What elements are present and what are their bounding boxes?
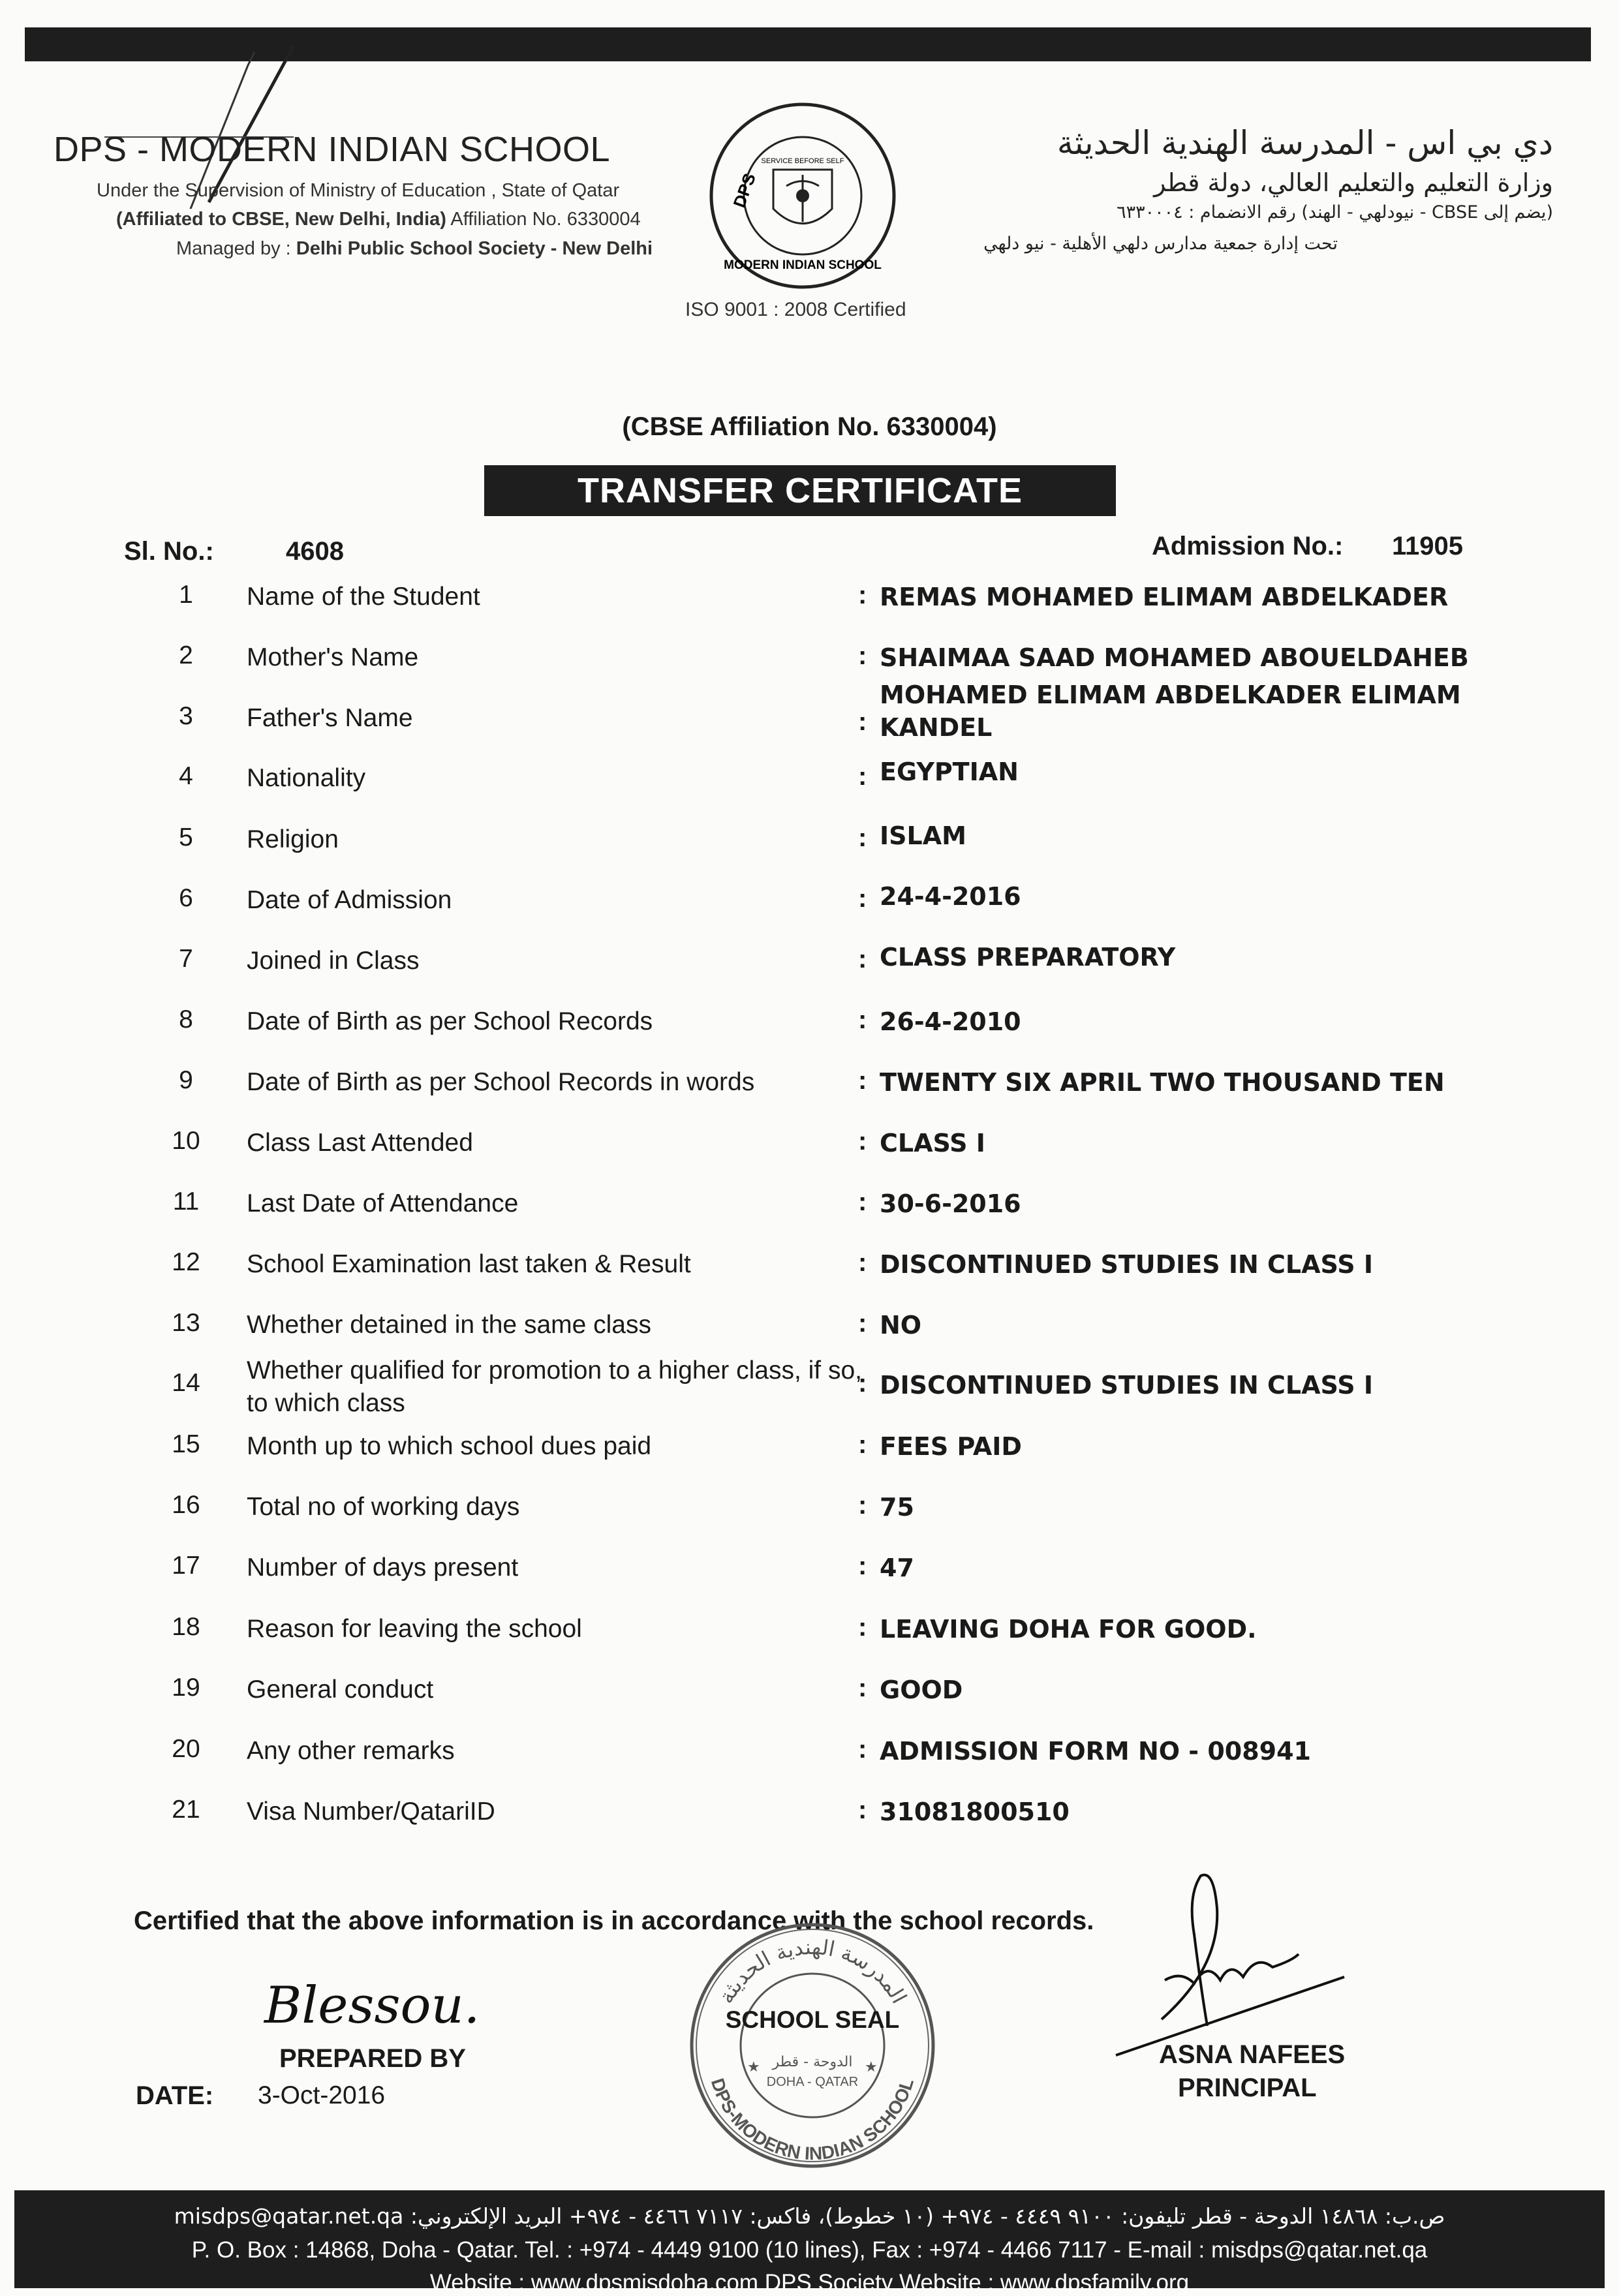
row-colon: : (858, 1369, 867, 1398)
table-row (0, 1309, 1619, 1361)
admission-no-label: Admission No.: (1152, 532, 1344, 560)
affiliation-bold: (Affiliated to CBSE, New Delhi, India) (116, 209, 446, 230)
prepared-by-label: PREPARED BY (279, 2044, 466, 2073)
row-label: Religion (247, 825, 339, 853)
row-colon: : (858, 1005, 867, 1034)
seal-star-icon: ★ (865, 2059, 878, 2075)
row-label: Last Date of Attendance (247, 1189, 519, 1217)
row-value: TWENTY SIX APRIL TWO THOUSAND TEN (880, 1068, 1445, 1097)
row-value: CLASS I (880, 1129, 985, 1157)
logo-dps: DPS (729, 170, 760, 211)
row-colon: : (858, 707, 867, 736)
row-value: 75 (880, 1493, 914, 1522)
row-number: 5 (179, 823, 193, 851)
seal-star-icon: ★ (747, 2059, 760, 2075)
table-row (0, 1066, 1619, 1118)
row-label: Date of Birth as per School Records (247, 1007, 653, 1035)
row-value: MOHAMED ELIMAM ABDELKADER ELIMAM KANDEL (880, 681, 1461, 742)
table-row (0, 758, 1619, 814)
sl-no-value: 4608 (286, 537, 344, 566)
arabic-affiliation: (يضم إلى CBSE - نيودلهي - الهند) رقم الانضمام : ٦٣٣٠٠٠٤ (1117, 202, 1553, 222)
date-value: 3-Oct-2016 (258, 2081, 386, 2109)
school-seal (682, 1915, 943, 2176)
row-colon: : (858, 641, 867, 670)
row-number: 20 (172, 1735, 200, 1763)
row-value: CLASS PREPARATORY (880, 943, 1176, 972)
row-colon: : (858, 1552, 867, 1580)
footer-arabic: ص.ب: ١٤٨٦٨ الدوحة - قطر تليفون: ٩١٠٠ ٤٤٤٩ - ٩٧٤+ (١٠ خطوط)، فاكس: ٧١١٧ ٤٤٦٦ - ٩٧٤+ البريد الإلكتروني: misdps@qatar.net.qa (174, 2203, 1445, 2229)
row-colon: : (858, 1309, 867, 1338)
managed-bold: Delhi Public School Society - New Delhi (296, 238, 653, 259)
prepared-signature-icon (258, 1970, 493, 2045)
table-row (0, 1356, 1619, 1434)
sl-no-label: Sl. No.: (124, 537, 214, 566)
row-colon: : (858, 1248, 867, 1277)
certificate-title: TRANSFER CERTIFICATE (484, 465, 1116, 516)
row-number: 6 (179, 884, 193, 912)
row-colon: : (858, 581, 867, 609)
seal-arabic-top: المدرسة الهندية الحديثة (713, 1934, 912, 2008)
row-colon: : (858, 945, 867, 973)
table-row (0, 945, 1619, 997)
row-label: Class Last Attended (247, 1129, 473, 1157)
row-number: 12 (172, 1248, 200, 1276)
row-colon: : (858, 1735, 867, 1764)
affiliation-rest: Affiliation No. 6330004 (446, 209, 641, 230)
row-label: Father's Name (247, 704, 413, 732)
table-row (0, 1613, 1619, 1665)
row-label: Mother's Name (247, 643, 419, 671)
table-row (0, 823, 1619, 876)
table-row (0, 884, 1619, 936)
seal-city: DOHA - QATAR (766, 2075, 859, 2089)
row-value: NO (880, 1311, 922, 1339)
principal-signature-icon (1103, 1863, 1364, 2059)
page-footer (14, 2190, 1605, 2295)
row-label: Number of days present (247, 1554, 519, 1582)
row-number: 4 (179, 762, 193, 790)
row-value: GOOD (880, 1676, 963, 1704)
logo-bottom-text: MODERN INDIAN SCHOOL (724, 258, 882, 272)
table-row (0, 1005, 1619, 1058)
row-value: ISLAM (880, 821, 966, 850)
row-number: 21 (172, 1796, 200, 1824)
row-colon: : (858, 1796, 867, 1824)
row-number: 15 (172, 1430, 200, 1458)
seal-arabic-city: الدوحة - قطر (772, 2054, 853, 2070)
principal-name: ASNA NAFEES (1159, 2040, 1346, 2069)
row-value: LEAVING DOHA FOR GOOD. (880, 1615, 1257, 1644)
row-number: 2 (179, 641, 193, 669)
row-value: DISCONTINUED STUDIES IN CLASS I (880, 1250, 1373, 1279)
row-value: 24-4-2016 (880, 882, 1021, 911)
row-label: Total no of working days (247, 1493, 520, 1521)
row-colon: : (858, 1613, 867, 1642)
school-logo (705, 98, 901, 294)
row-number: 9 (179, 1066, 193, 1094)
row-label: Whether detained in the same class (247, 1311, 652, 1339)
row-number: 10 (172, 1127, 200, 1155)
row-label: Date of Admission (247, 886, 452, 914)
footer-websites: Website : www.dpsmisdoha.com DPS Society Website : www.dpsfamily.org (429, 2270, 1190, 2295)
arabic-school-name: دي بي اس - المدرسة الهندية الحديثة (1056, 124, 1553, 162)
row-value: FEES PAID (880, 1432, 1022, 1461)
table-row (0, 1187, 1619, 1240)
row-number: 3 (179, 702, 193, 730)
managed-line (176, 238, 653, 260)
logo-motto: SERVICE BEFORE SELF (761, 157, 844, 165)
row-colon: : (858, 1430, 867, 1459)
footer-contact: P. O. Box : 14868, Doha - Qatar. Tel. : +974 - 4449 9100 (10 lines), Fax : +974 - 4466 7117 - E-mail : misdps@qatar.net.qa (191, 2237, 1428, 2263)
row-label: School Examination last taken & Result (247, 1250, 691, 1278)
row-value: 47 (880, 1554, 914, 1582)
row-value: ADMISSION FORM NO - 008941 (880, 1737, 1311, 1766)
table-row (0, 1430, 1619, 1482)
row-value: 31081800510 (880, 1798, 1070, 1826)
row-label: Visa Number/QatariID (247, 1798, 495, 1826)
principal-title: PRINCIPAL (1178, 2074, 1317, 2102)
row-label: Month up to which school dues paid (247, 1432, 652, 1460)
row-number: 14 (172, 1369, 200, 1397)
table-row (0, 1248, 1619, 1300)
row-colon: : (858, 1066, 867, 1095)
managed-prefix: Managed by : (176, 238, 296, 259)
certified-statement: Certified that the above information is in accordance with the school records. (134, 1906, 1094, 1935)
table-row (0, 581, 1619, 633)
table-row (0, 1127, 1619, 1179)
row-label: Reason for leaving the school (247, 1615, 582, 1643)
row-number: 16 (172, 1491, 200, 1519)
cbse-affiliation: (CBSE Affiliation No. 6330004) (622, 412, 997, 441)
row-label: Nationality (247, 764, 366, 792)
affiliation-line (116, 209, 641, 230)
prepared-signature-text: Blessou. (264, 1976, 480, 2035)
row-colon: : (858, 1187, 867, 1216)
arabic-managed: تحت إدارة جمعية مدارس دلهي الأهلية - نيو دلهي (983, 234, 1338, 254)
row-number: 18 (172, 1613, 200, 1641)
row-value: DISCONTINUED STUDIES IN CLASS I (880, 1371, 1373, 1400)
row-value: EGYPTIAN (880, 758, 1019, 786)
table-row (0, 1735, 1619, 1787)
admission-no-value: 11905 (1392, 532, 1464, 560)
row-colon: : (858, 762, 867, 791)
row-label: Name of the Student (247, 583, 480, 611)
iso-line: ISO 9001 : 2008 Certified (685, 299, 906, 320)
row-label: Joined in Class (247, 947, 420, 975)
row-colon: : (858, 1491, 867, 1520)
row-number: 17 (172, 1552, 200, 1580)
row-number: 7 (179, 945, 193, 973)
row-value: REMAS MOHAMED ELIMAM ABDELKADER (880, 583, 1449, 611)
school-name: DPS - MODERN INDIAN SCHOOL (54, 130, 611, 169)
row-label: Date of Birth as per School Records in words (247, 1068, 755, 1096)
row-number: 19 (172, 1674, 200, 1702)
row-number: 11 (172, 1187, 200, 1216)
arabic-ministry: وزارة التعليم والتعليم العالي، دولة قطر (1154, 168, 1553, 197)
row-number: 13 (172, 1309, 200, 1337)
row-value: 30-6-2016 (880, 1189, 1021, 1218)
seal-center-text: SCHOOL SEAL (725, 2006, 900, 2033)
row-label: Any other remarks (247, 1737, 455, 1765)
seal-bottom-text: DPS-MODERN INDIAN SCHOOL (707, 2075, 918, 2164)
date-label: DATE: (136, 2081, 214, 2110)
table-row (0, 1552, 1619, 1604)
row-value: 26-4-2010 (880, 1007, 1021, 1036)
table-row (0, 1674, 1619, 1726)
table-row (0, 1491, 1619, 1543)
row-number: 1 (179, 581, 193, 609)
row-colon: : (858, 884, 867, 913)
row-label: General conduct (247, 1676, 434, 1704)
row-colon: : (858, 1127, 867, 1156)
row-value: SHAIMAA SAAD MOHAMED ABOUELDAHEB (880, 643, 1469, 672)
supervision-line: Under the Supervision of Ministry of Education , State of Qatar (97, 180, 620, 201)
row-label: Whether qualified for promotion to a higher class, if so, to which class (247, 1356, 862, 1417)
row-colon: : (858, 1674, 867, 1702)
table-row (0, 1796, 1619, 1848)
row-number: 8 (179, 1005, 193, 1033)
row-colon: : (858, 823, 867, 852)
